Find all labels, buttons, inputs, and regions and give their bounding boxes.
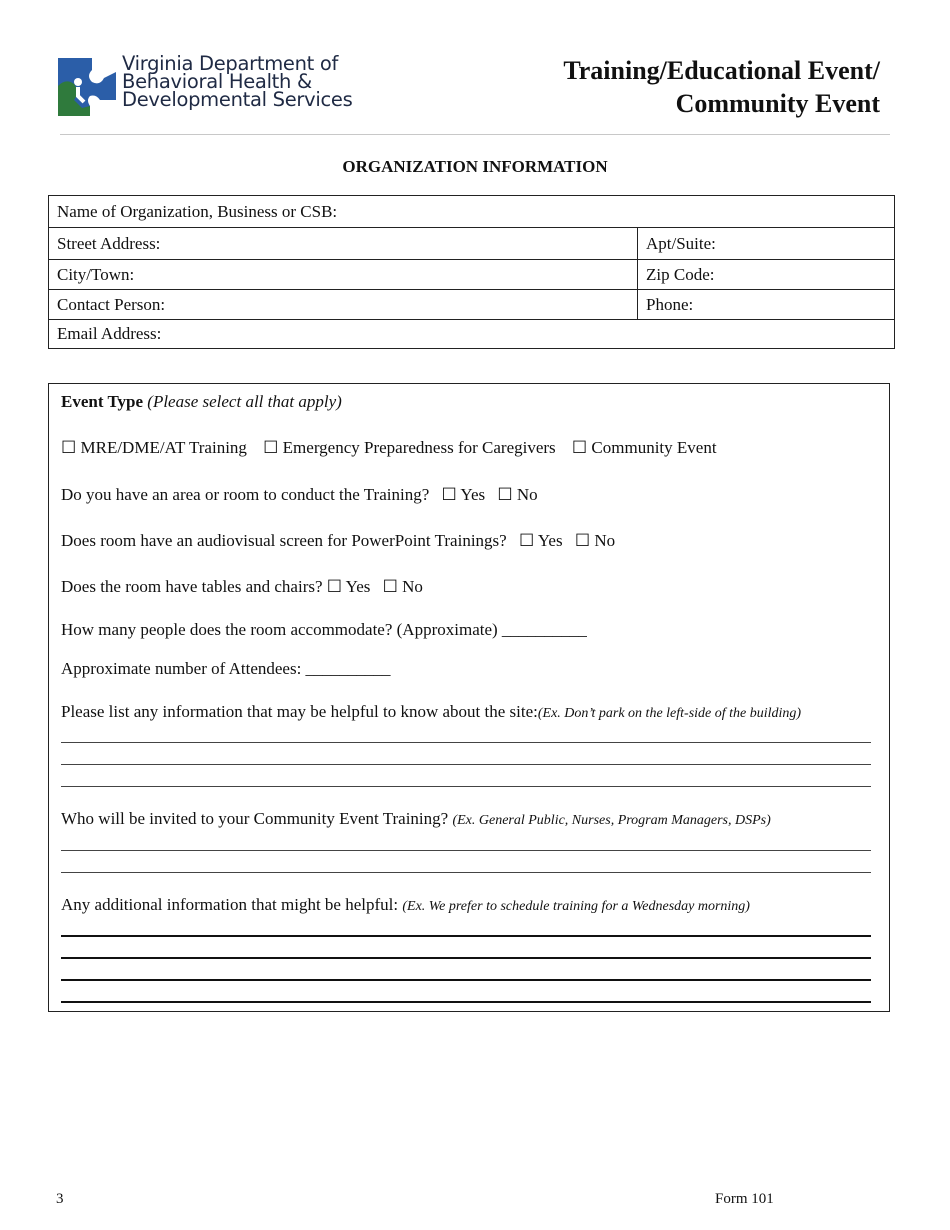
community-event-label: Community Event [591,438,717,457]
site-info-line-1[interactable] [61,742,871,743]
zip-code-label: Zip Code: [646,264,715,284]
apt-suite-field[interactable] [638,228,895,260]
mre-training-checkbox[interactable]: ☐ [61,438,77,457]
emergency-preparedness-label: Emergency Preparedness for Caregivers [282,438,556,457]
form-title [563,54,880,120]
org-name-field[interactable] [49,196,895,228]
room-no-checkbox[interactable]: ☐ [497,485,513,504]
av-no-label: No [594,531,616,550]
site-info-question [61,702,801,722]
form-title-line2: Community Event [675,89,880,118]
tables-question-text: Does the room have tables and chairs? [61,577,323,596]
page-number: 3 [56,1191,64,1207]
invited-question [61,809,771,829]
tables-yes-label: Yes [345,577,371,596]
contact-person-label: Contact Person: [57,294,166,314]
site-info-text: Please list any information that may be helpful to know about the site: [61,702,538,721]
additional-info-line-3[interactable] [61,979,871,981]
email-address-label: Email Address: [57,324,162,343]
phone-field[interactable] [638,290,895,320]
contact-person-field[interactable] [49,290,638,320]
event-section [48,383,890,1012]
av-question-text: Does room have an audiovisual screen for PowerPoint Trainings? [61,531,507,550]
agency-name-line2: Behavioral Health & [122,70,312,93]
invited-line-1[interactable] [61,850,871,851]
organization-table [48,195,895,349]
community-event-checkbox[interactable]: ☐ [571,438,588,457]
header-divider [60,134,890,135]
av-yes-checkbox[interactable]: ☐ [518,531,535,550]
city-town-label: City/Town: [57,264,135,284]
agency-name-line3: Developmental Services [122,88,353,111]
tables-question [61,577,423,597]
invited-line-2[interactable] [61,872,871,873]
capacity-question[interactable]: How many people does the room accommodate? (Approximate) __________ [61,620,587,639]
av-no-checkbox[interactable]: ☐ [574,531,591,550]
additional-info-question [61,895,750,915]
emergency-preparedness-checkbox[interactable]: ☐ [263,438,279,457]
room-question [61,485,538,505]
street-address-label: Street Address: [57,233,161,253]
event-type-label: Event Type [61,392,144,411]
apt-suite-label: Apt/Suite: [646,233,716,253]
city-town-field[interactable] [49,260,638,290]
dbhds-logo [56,56,118,118]
site-info-line-2[interactable] [61,764,871,765]
site-info-line-3[interactable] [61,786,871,787]
phone-label: Phone: [646,294,694,314]
invited-example: (Ex. General Public, Nurses, Program Managers, DSPs) [452,813,771,828]
room-yes-label: Yes [460,485,486,504]
street-address-field[interactable] [49,228,638,260]
additional-info-line-1[interactable] [61,935,871,937]
room-no-label: No [516,485,538,504]
av-yes-label: Yes [537,531,563,550]
organization-heading: ORGANIZATION INFORMATION [342,157,608,176]
additional-info-example: (Ex. We prefer to schedule training for a Wednesday morning) [402,899,750,914]
tables-yes-checkbox[interactable]: ☐ [326,577,343,596]
form-title-line1: Training/Educational Event/ [563,56,880,85]
event-type-hint: (Please select all that apply) [147,392,342,411]
tables-no-label: No [402,577,423,596]
zip-code-field[interactable] [638,260,895,290]
agency-name-line1: Virginia Department of [122,52,339,75]
email-address-field[interactable] [49,320,895,349]
room-question-text: Do you have an area or room to conduct the Training? [61,485,430,504]
agency-name [122,52,353,111]
form-number: Form 101 [715,1191,774,1207]
additional-info-text: Any additional information that might be helpful: [61,895,399,914]
room-yes-checkbox[interactable]: ☐ [441,485,457,504]
invited-text: Who will be invited to your Community Event Training? [61,809,449,828]
additional-info-line-2[interactable] [61,957,871,959]
org-name-label: Name of Organization, Business or CSB: [57,201,338,221]
mre-training-label: MRE/DME/AT Training [80,438,247,457]
site-info-example: (Ex. Don’t park on the left-side of the building) [537,706,802,721]
av-question [61,531,615,551]
event-type-heading [61,392,342,412]
attendees-question[interactable]: Approximate number of Attendees: __________ [61,659,391,678]
additional-info-line-4[interactable] [61,1001,871,1003]
event-type-options [61,438,717,458]
tables-no-checkbox[interactable]: ☐ [382,577,398,596]
